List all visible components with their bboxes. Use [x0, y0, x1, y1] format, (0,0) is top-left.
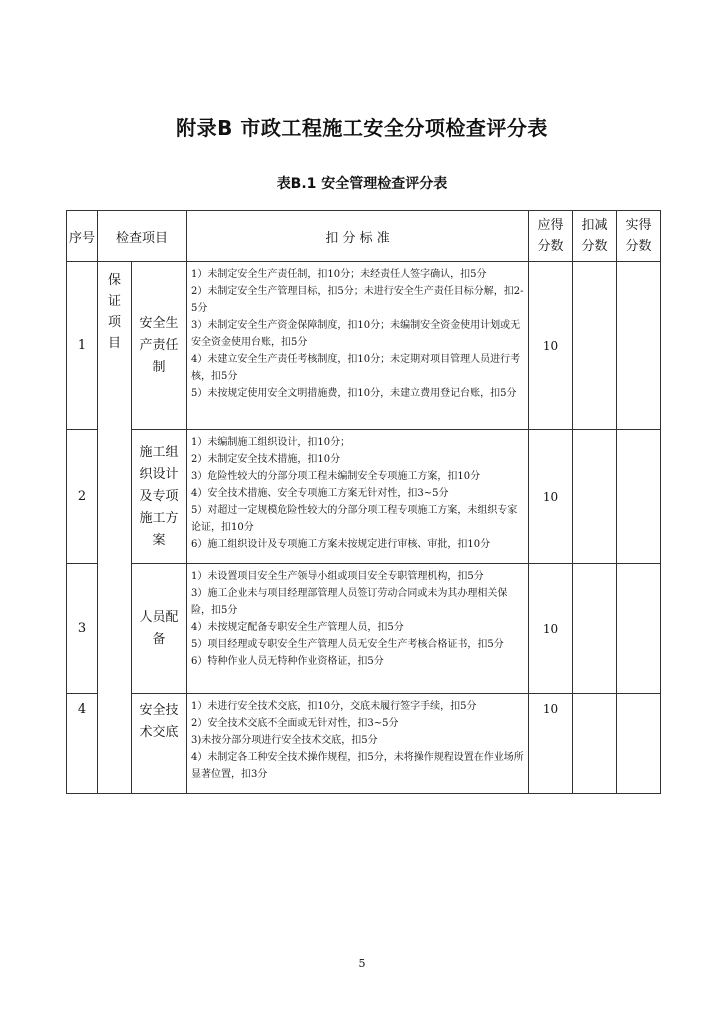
header-deducted-score: 扣减 分数	[573, 211, 617, 262]
due-score: 10	[529, 430, 573, 564]
check-item-name: 安全技术交底	[132, 694, 187, 794]
deducted-score-cell	[573, 564, 617, 694]
check-item-name: 施工组织设计及专项施工方案	[132, 430, 187, 564]
actual-score-cell	[617, 262, 661, 430]
row-number: 2	[67, 430, 98, 564]
due-score: 10	[529, 694, 573, 794]
due-score: 10	[529, 564, 573, 694]
deducted-score-cell	[573, 430, 617, 564]
check-item-name: 人员配备	[132, 564, 187, 694]
safety-management-score-table	[66, 210, 661, 794]
due-score: 10	[529, 262, 573, 430]
deducted-score-cell	[573, 262, 617, 430]
table-row	[67, 694, 661, 794]
header-check-item: 检查项目	[98, 211, 187, 262]
table-title: 表B.1 安全管理检查评分表	[276, 176, 448, 192]
row-number: 1	[67, 262, 98, 430]
actual-score-cell	[617, 430, 661, 564]
table-header-row	[67, 211, 661, 262]
deduction-criteria: 1）未进行安全技术交底，扣10分，交底未履行签字手续，扣5分 2）安全技术交底不全面或无针对性，扣3~5分 3)未按分部分项进行安全技术交底，扣5分 4）未制定各工种安全技术操作规程，扣5分，未将操作规程设置在作业场所显著位置，扣3分	[187, 694, 529, 794]
table-row	[67, 262, 661, 430]
deducted-score-cell	[573, 694, 617, 794]
deduction-criteria: 1）未制定安全生产责任制，扣10分；未经责任人签字确认，扣5分 2）未制定安全生产管理目标，扣5分；未进行安全生产责任目标分解，扣2-5分 3）未制定安全生产资金保障制度，扣10分；未编制安全资金使用计划或无安全资金使用台账，扣5分 4）未建立安全生产责任考核制度，扣10分；未定期对项目管理人员进行考核，扣5分 5）未按规定使用安全文明措施费，扣10分，未建立费用登记台账，扣5分	[187, 262, 529, 430]
header-no: 序号	[67, 211, 98, 262]
actual-score-cell	[617, 564, 661, 694]
row-number: 4	[67, 694, 98, 794]
actual-score-cell	[617, 694, 661, 794]
table-row	[67, 564, 661, 694]
header-deduction-standard: 扣 分 标 准	[187, 211, 529, 262]
row-number: 3	[67, 564, 98, 694]
page-number: 5	[358, 957, 366, 970]
deduction-criteria: 1）未编制施工组织设计，扣10分； 2）未制定安全技术措施，扣10分 3）危险性较大的分部分项工程未编制安全专项施工方案，扣10分 4）安全技术措施、安全专项施工方案无针对性，扣3~5分 5）对超过一定规模危险性较大的分部分项工程专项施工方案，未组织专家论证，扣10分 6）施工组织设计及专项施工方案未按规定进行审核、审批，扣10分	[187, 430, 529, 564]
category-guarantee-items: 保 证 项 目	[98, 262, 132, 794]
check-item-name: 安全生产责任制	[132, 262, 187, 430]
header-actual-score: 实得 分数	[617, 211, 661, 262]
header-due-score: 应得 分数	[529, 211, 573, 262]
table-row	[67, 430, 661, 564]
deduction-criteria: 1）未设置项目安全生产领导小组或项目安全专职管理机构，扣5分 3）施工企业未与项目经理部管理人员签订劳动合同或未为其办理相关保险，扣5分 4）未按规定配备专职安全生产管理人员，扣5分 5）项目经理或专职安全生产管理人员无安全生产考核合格证书，扣5分 6）特种作业人员无特种作业资格证，扣5分	[187, 564, 529, 694]
page-title: 附录B 市政工程施工安全分项检查评分表	[176, 116, 548, 140]
